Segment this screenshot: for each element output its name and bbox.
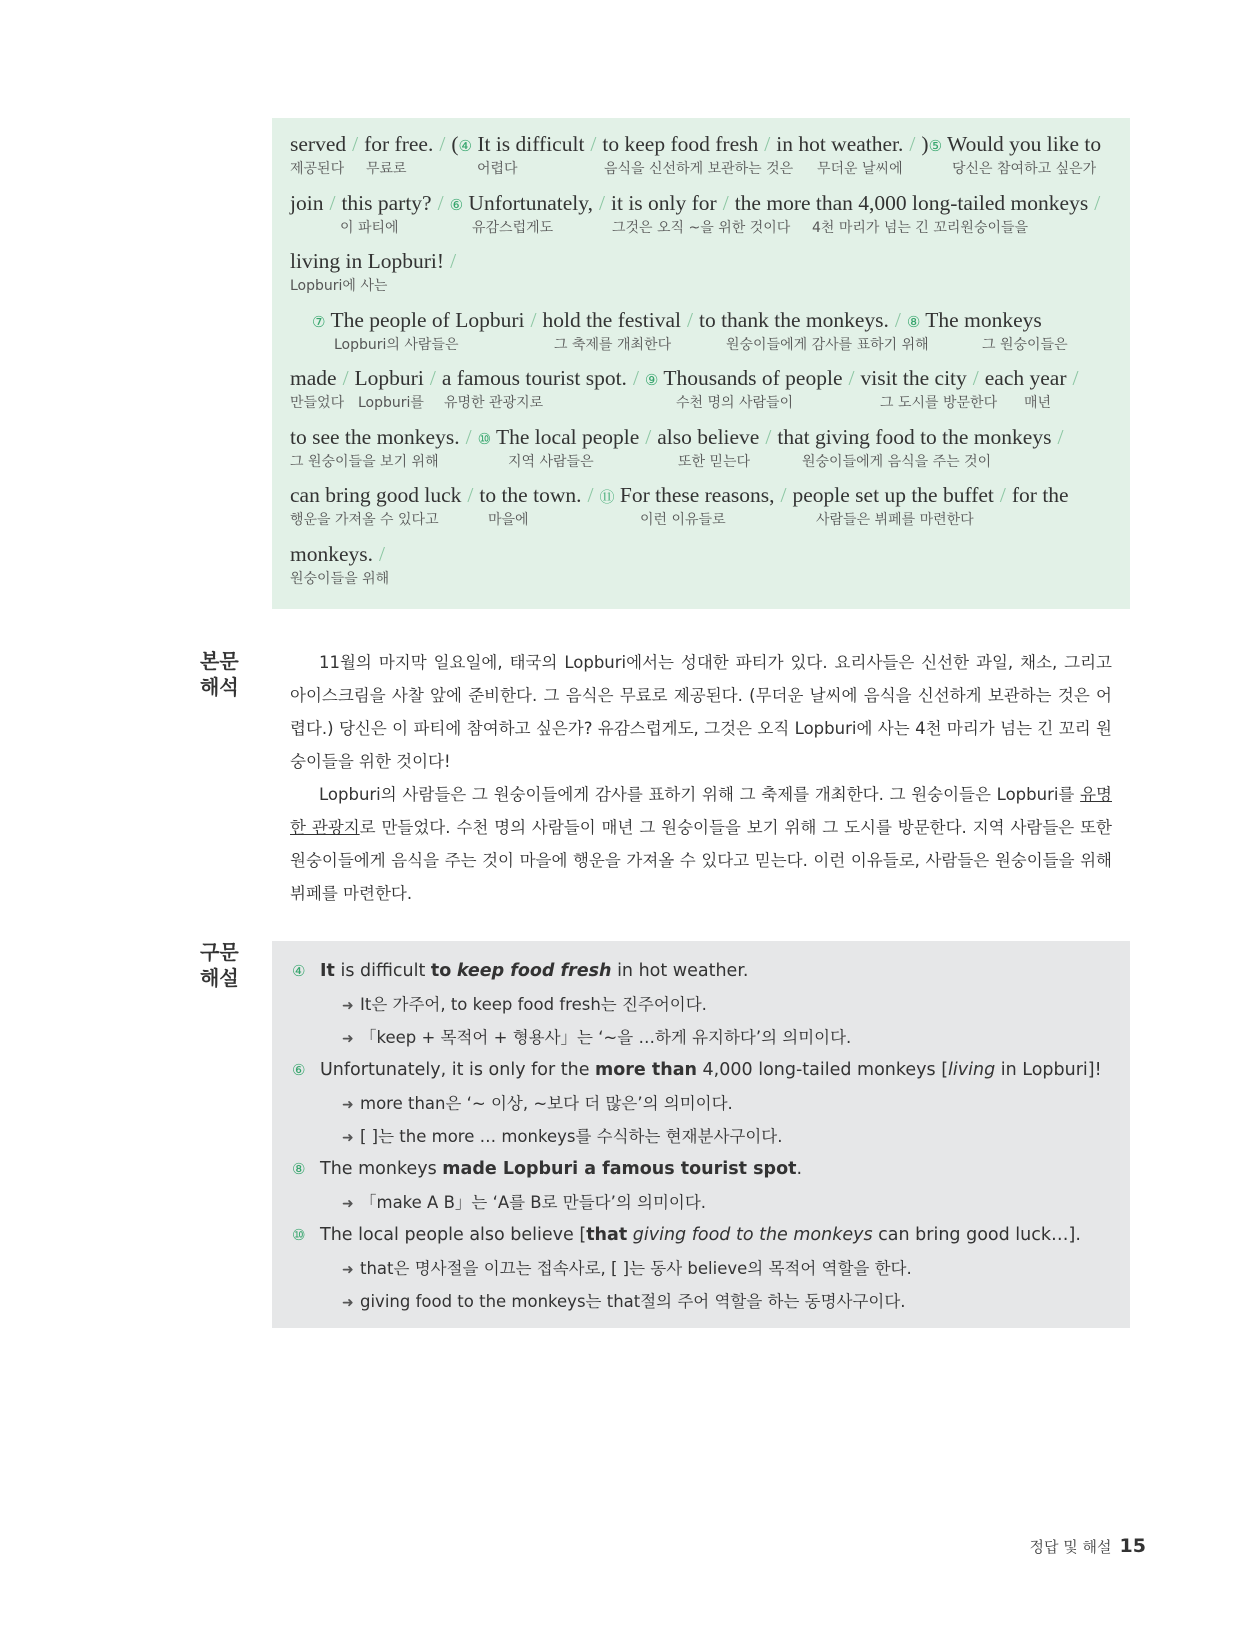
grammar-box (272, 941, 1130, 1328)
korean-gloss: 당신은 참여하고 싶은가 (952, 161, 1097, 177)
reading-box (272, 118, 1130, 609)
grammar-note: ➜ 「make A B」는 ‘A를 B로 만들다’의 의미이다. (292, 1186, 1130, 1219)
korean-gloss: 제공된다 (290, 161, 345, 177)
english-line: can bring good luck / to the town. / ⑪ For these reasons, / people set up the buffet / for the (290, 483, 1069, 507)
grammar-note: ➜ [ ]는 the more … monkeys를 수식하는 현재분사구이다. (292, 1120, 1130, 1153)
korean-gloss: 그 축제를 개최한다 (554, 336, 672, 353)
korean-gloss: 그 원숭이들은 (982, 336, 1068, 353)
arrow-icon: ➜ (342, 1295, 354, 1311)
reading-line (290, 130, 1112, 189)
grammar-note: ➜ 「keep + 목적어 + 형용사」는 ‘~을 …하게 유지하다’의 의미이다. (292, 1021, 1130, 1054)
arrow-icon: ➜ (342, 1031, 354, 1047)
translation-paragraph: Lopburi의 사람들은 그 원숭이들에게 감사를 표하기 위해 그 축제를 개최한다. 그 원숭이들은 Lopburi를 유명한 관광지로 만들었다. 수천 명의 사람들이 매년 그 원숭이들을 보기 위해 그 도시를 방문한다. 지역 사람들은 또한 원숭이들에게 음식을 주는 것이 마을에 행운을 가져올 수 있다고 믿는다. 이런 이유들로, 사람들은 원숭이들을 위해 뷔페를 마련한다. (290, 785, 1112, 903)
grammar-item: ⑥ Unfortunately, it is only for the more than 4,000 long-tailed monkeys [living in Lopburi]! (292, 1060, 1102, 1080)
reading-line (290, 423, 1112, 482)
korean-gloss: 원숭이들에게 음식을 주는 것이 (802, 453, 992, 470)
translation-text (290, 646, 1112, 910)
arrow-icon: ➜ (342, 1130, 354, 1146)
korean-gloss: 행운을 가져올 수 있다고 (290, 512, 439, 528)
korean-gloss: 유감스럽게도 (472, 219, 554, 236)
korean-gloss: 무료로 (366, 161, 407, 177)
reading-line (290, 364, 1112, 423)
english-line: join / this party? / ⑥ Unfortunately, / it is only for / the more than 4,000 long-tailed monkeys / (290, 190, 1101, 215)
reading-line (290, 540, 1112, 599)
grammar-item: ④ It is difficult to keep food fresh in hot weather. (292, 961, 749, 981)
korean-gloss: 4천 마리가 넘는 긴 꼬리원숭이들을 (812, 219, 1029, 236)
korean-gloss: 매년 (1024, 395, 1052, 411)
arrow-icon: ➜ (342, 1262, 354, 1278)
reading-line (290, 189, 1112, 248)
english-line: to see the monkeys. / ⑩ The local people / also believe / that giving food to the monkeys / (290, 424, 1064, 449)
grammar-item: ⑩ The local people also believe [that giving food to the monkeys can bring good luck…]. (292, 1225, 1081, 1245)
korean-gloss: 유명한 관광지로 (444, 395, 544, 411)
arrow-icon: ➜ (342, 1097, 354, 1113)
grammar-note: ➜ more than은 ‘~ 이상, ~보다 더 많은’의 의미이다. (292, 1087, 1130, 1120)
translation-paragraph: 11월의 마지막 일요일에, 태국의 Lopburi에서는 성대한 파티가 있다. 요리사들은 신선한 과일, 채소, 그리고 아이스크림을 사찰 앞에 준비한다. 그 음식은 무료로 제공된다. (무더운 날씨에 음식을 신선하게 보관하는 것은 어렵다.) 당신은 이 파티에 참여하고 싶은가? 유감스럽게도, 그것은 오직 Lopburi에 사는 4천 마리가 넘는 긴 꼬리 원숭이들을 위한 것이다! (290, 653, 1112, 771)
english-line: living in Lopburi! / (290, 249, 457, 273)
page-number: 15 (1119, 1535, 1146, 1557)
korean-gloss: 마을에 (488, 512, 529, 528)
korean-gloss: 무더운 날씨에 (817, 161, 903, 177)
english-line: served / for free. / (④ It is difficult / to keep food fresh / in hot weather. / )⑤ Would you like to (290, 132, 1102, 156)
korean-gloss: 어렵다 (477, 161, 518, 177)
reading-line (290, 481, 1112, 540)
korean-gloss: 이런 이유들로 (640, 512, 726, 528)
english-line: monkeys. / (290, 541, 385, 566)
english-line: made / Lopburi / a famous tourist spot. / ⑨ Thousands of people / visit the city / each year / (290, 366, 1079, 390)
arrow-icon: ➜ (342, 998, 354, 1014)
korean-gloss: 음식을 신선하게 보관하는 것은 (604, 161, 794, 177)
reading-line (290, 247, 1112, 306)
translation-label: 본문 해석 (200, 649, 239, 699)
korean-gloss: 이 파티에 (340, 219, 399, 236)
grammar-item: ⑧ The monkeys made Lopburi a famous tourist spot. (292, 1159, 803, 1179)
reading-line (290, 306, 1112, 365)
korean-gloss: Lopburi에 사는 (290, 278, 388, 294)
korean-gloss: 지역 사람들은 (508, 453, 594, 470)
korean-gloss: 수천 명의 사람들이 (676, 395, 794, 411)
grammar-label: 구문 해설 (200, 940, 239, 990)
grammar-note: ➜ that은 명사절을 이끄는 접속사로, [ ]는 동사 believe의 목적어 역할을 한다. (292, 1252, 1130, 1285)
korean-gloss: 그 도시를 방문한다 (880, 395, 998, 411)
korean-gloss: 원숭이들에게 감사를 표하기 위해 (726, 336, 929, 353)
grammar-note: ➜ It은 가주어, to keep food fresh는 진주어이다. (292, 988, 1130, 1021)
page-footer (1030, 1535, 1146, 1557)
korean-gloss: Lopburi를 (358, 395, 424, 411)
korean-gloss: 그것은 오직 ~을 위한 것이다 (612, 219, 791, 236)
english-line: ⑦ The people of Lopburi / hold the festival / to thank the monkeys. / ⑧ The monkeys (312, 307, 1042, 332)
korean-gloss: 원숭이들을 위해 (290, 570, 390, 587)
arrow-icon: ➜ (342, 1196, 354, 1212)
korean-gloss: 그 원숭이들을 보기 위해 (290, 453, 439, 470)
korean-gloss: 만들었다 (290, 395, 345, 411)
korean-gloss: 사람들은 뷔페를 마련한다 (816, 512, 974, 528)
korean-gloss: 또한 믿는다 (678, 453, 751, 470)
korean-gloss: Lopburi의 사람들은 (334, 336, 459, 353)
footer-title: 정답 및 해설 (1029, 1538, 1112, 1556)
grammar-note: ➜ giving food to the monkeys는 that절의 주어 역할을 하는 동명사구이다. (292, 1285, 1130, 1318)
